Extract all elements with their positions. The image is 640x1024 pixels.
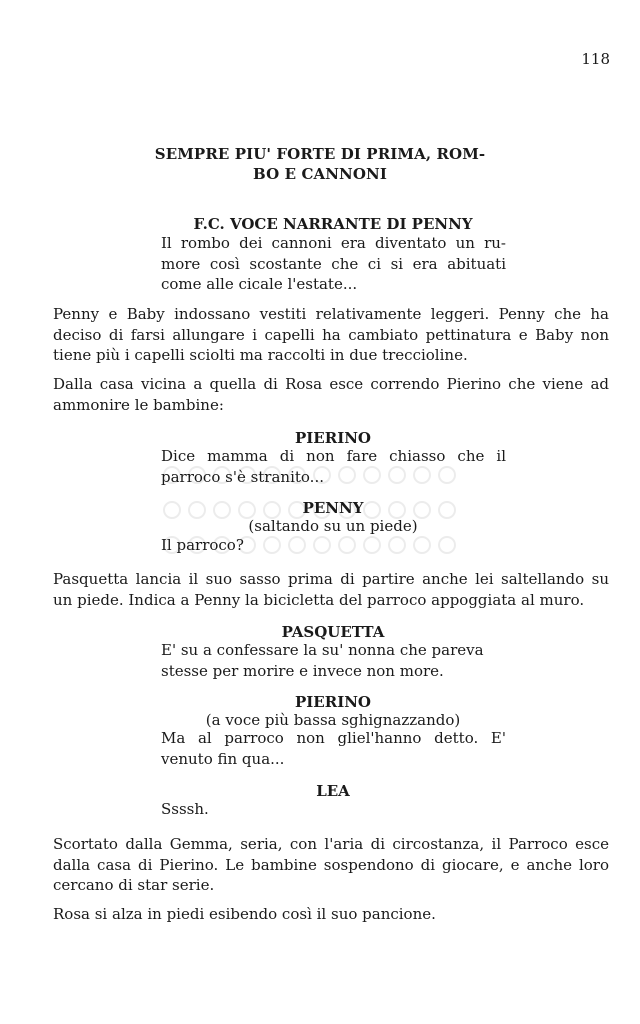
dialogue-line: E' su a confessare la su' nonna che pareva	[161, 641, 484, 659]
action-line: Penny e Baby indossano vestiti relativamente leggeri. Penny che ha	[53, 305, 609, 323]
action-line: dalla casa di Pierino. Le bambine sospendono di giocare, e anche loro	[53, 855, 609, 874]
dialogue-line: stesse per morire e invece non more.	[161, 661, 444, 680]
action-line: Dalla casa vicina a quella di Rosa esce correndo Pierino che viene ad	[53, 375, 609, 393]
character-cue-lea: LEA	[316, 782, 350, 800]
action-line: ammonire le bambine:	[53, 395, 224, 414]
dialogue-pierino	[161, 728, 506, 769]
dialogue-line: Il rombo dei cannoni era diventato un ru-	[161, 234, 506, 252]
page-number: 118	[581, 50, 610, 68]
scene-heading-line: SEMPRE PIU' FORTE DI PRIMA, ROM-	[154, 145, 486, 163]
character-cue-narrator: F.C. VOCE NARRANTE DI PENNY	[193, 215, 473, 233]
action-line: cercano di star serie.	[53, 876, 215, 894]
action-line: tiene più i capelli sciolti ma raccolti in due treccioline.	[53, 346, 468, 364]
dialogue-line: venuto fin qua...	[161, 749, 285, 768]
character-cue-pasquetta: PASQUETTA	[281, 623, 385, 641]
action-paragraph	[53, 304, 609, 366]
dialogue-line: come alle cicale l'estate...	[161, 275, 358, 293]
action-line: Scortato dalla Gemma, seria, con l'aria di circostanza, il Parroco esce	[53, 835, 609, 853]
dialogue-penny	[161, 535, 506, 556]
dialogue-pasquetta	[161, 640, 506, 681]
action-line: un piede. Indica a Penny la bicicletta del parroco appoggiata al muro.	[53, 590, 585, 609]
dialogue-line: parroco s'è stranito...	[161, 467, 324, 486]
action-line: deciso di farsi allungare i capelli ha cambiato pettinatura e Baby non	[53, 325, 609, 344]
action-paragraph	[53, 904, 609, 925]
action-paragraph	[53, 834, 609, 896]
scene-heading	[150, 144, 490, 184]
dialogue-narrator	[161, 233, 506, 295]
action-line: Pasquetta lancia il suo sasso prima di partire anche lei saltellando su	[53, 570, 609, 588]
action-paragraph	[53, 374, 609, 415]
dialogue-line: more così scostante che ci si era abituati	[161, 254, 506, 273]
character-cue-pierino: PIERINO	[295, 693, 371, 711]
dialogue-line: Ssssh.	[161, 800, 209, 818]
dialogue-line: Ma al parroco non gliel'hanno detto. E'	[161, 729, 506, 747]
character-cue-pierino: PIERINO	[295, 429, 371, 447]
parenthetical-penny: (saltando su un piede)	[248, 517, 418, 535]
dialogue-line: Dice mamma di non fare chiasso che il	[161, 447, 506, 465]
action-line: Rosa si alza in piedi esibendo così il suo pancione.	[53, 905, 436, 923]
action-paragraph	[53, 569, 609, 610]
dialogue-line: Il parroco?	[161, 536, 244, 554]
scene-heading-line: BO E CANNONI	[253, 165, 387, 183]
dialogue-lea	[161, 799, 506, 820]
character-cue-penny: PENNY	[302, 499, 364, 517]
parenthetical-pierino: (a voce più bassa sghignazzando)	[205, 711, 461, 729]
